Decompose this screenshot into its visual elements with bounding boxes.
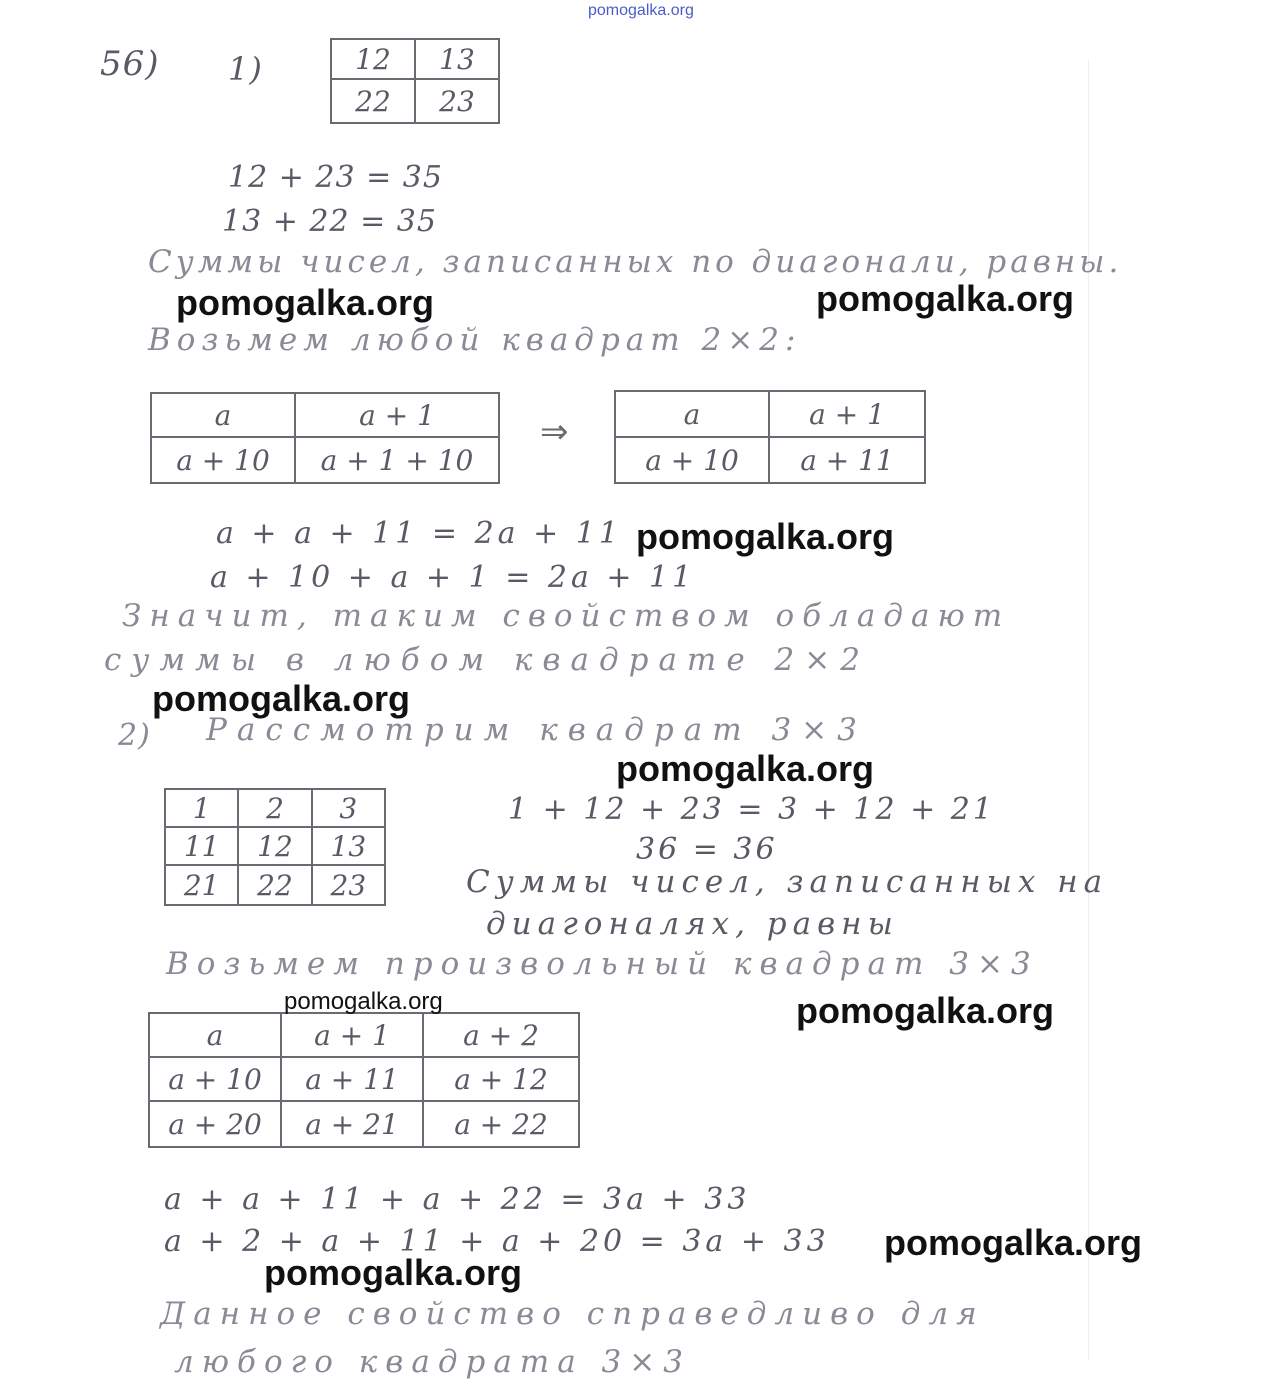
table-2x2-simplified (614, 390, 926, 484)
equation: 12 + 23 = 35 (228, 160, 443, 195)
table-cell: a + 10 (149, 1057, 281, 1101)
watermark: pomogalka.org (796, 990, 1055, 1031)
table-cell: a + 22 (423, 1101, 579, 1147)
table-2x2-general (150, 392, 500, 484)
handwritten-text: Возьмем произвольный квадрат 3×3 (166, 946, 1039, 982)
grid-cell: 22 (331, 79, 415, 123)
table-cell: a (149, 1013, 281, 1057)
handwritten-text: любого квадрата 3×3 (174, 1344, 691, 1380)
watermark: pomogalka.org (636, 516, 895, 557)
watermark: pomogalka.org (816, 278, 1075, 319)
grid-3x3-example (164, 788, 386, 906)
table-cell: a + 12 (423, 1057, 579, 1101)
table-cell: a + 10 (151, 437, 295, 483)
grid-cell: 11 (165, 827, 238, 865)
table-cell: a (615, 391, 769, 437)
equation: 1 + 12 + 23 = 3 + 12 + 21 (508, 792, 995, 827)
equation: a + 10 + a + 1 = 2a + 11 (210, 560, 696, 595)
grid-cell: 3 (312, 789, 385, 827)
handwritten-text: Возьмем любой квадрат 2×2: (148, 322, 802, 358)
part1-label: 1) (228, 50, 263, 88)
table-3x3-general (148, 1012, 580, 1148)
grid-cell: 12 (331, 39, 415, 79)
equation: a + a + 11 = 2a + 11 (216, 516, 622, 551)
task-number: 56) (100, 44, 160, 84)
grid-cell: 13 (312, 827, 385, 865)
watermark: pomogalka.org (264, 1252, 523, 1293)
grid-cell: 22 (238, 865, 311, 905)
handwritten-text: Суммы чисел, записанных на (466, 864, 1109, 900)
grid-cell: 2 (238, 789, 311, 827)
handwritten-text: суммы в любом квадрате 2×2 (104, 642, 870, 678)
grid-cell: 12 (238, 827, 311, 865)
grid-2x2-example (330, 38, 500, 124)
table-cell: a + 1 + 10 (295, 437, 499, 483)
grid-cell: 21 (165, 865, 238, 905)
table-cell: a + 11 (281, 1057, 423, 1101)
table-cell: a + 10 (615, 437, 769, 483)
equation: a + a + 11 + a + 22 = 3a + 33 (164, 1182, 751, 1217)
site-link[interactable]: pomogalka.org (588, 2, 694, 19)
table-cell: a + 1 (769, 391, 925, 437)
watermark: pomogalka.org (884, 1222, 1143, 1263)
watermark: pomogalka.org (284, 988, 443, 1015)
table-cell: a + 2 (423, 1013, 579, 1057)
grid-cell: 23 (415, 79, 499, 123)
table-cell: a + 21 (281, 1101, 423, 1147)
equation: a + 2 + a + 11 + a + 20 = 3a + 33 (164, 1224, 830, 1259)
watermark: pomogalka.org (176, 282, 435, 323)
grid-cell: 13 (415, 39, 499, 79)
equation: 13 + 22 = 35 (222, 204, 437, 239)
implies-arrow-icon: ⇒ (540, 412, 569, 452)
table-cell: a (151, 393, 295, 437)
handwritten-text: Рассмотрим квадрат 3×3 (206, 712, 867, 748)
handwritten-text: диагоналях, равны (486, 906, 899, 942)
grid-cell: 23 (312, 865, 385, 905)
handwritten-text: Данное свойство справедливо для (160, 1296, 985, 1332)
table-cell: a + 1 (281, 1013, 423, 1057)
part2-label: 2) (118, 718, 151, 753)
table-cell: a + 20 (149, 1101, 281, 1147)
watermark: pomogalka.org (616, 748, 875, 789)
handwritten-text: Значит, таким свойством обладают (122, 598, 1011, 634)
handwritten-text: Суммы чисел, записанных по диагонали, равны. (148, 244, 1123, 280)
equation: 36 = 36 (636, 832, 778, 867)
table-cell: a + 1 (295, 393, 499, 437)
watermark: pomogalka.org (152, 678, 411, 719)
table-cell: a + 11 (769, 437, 925, 483)
grid-cell: 1 (165, 789, 238, 827)
